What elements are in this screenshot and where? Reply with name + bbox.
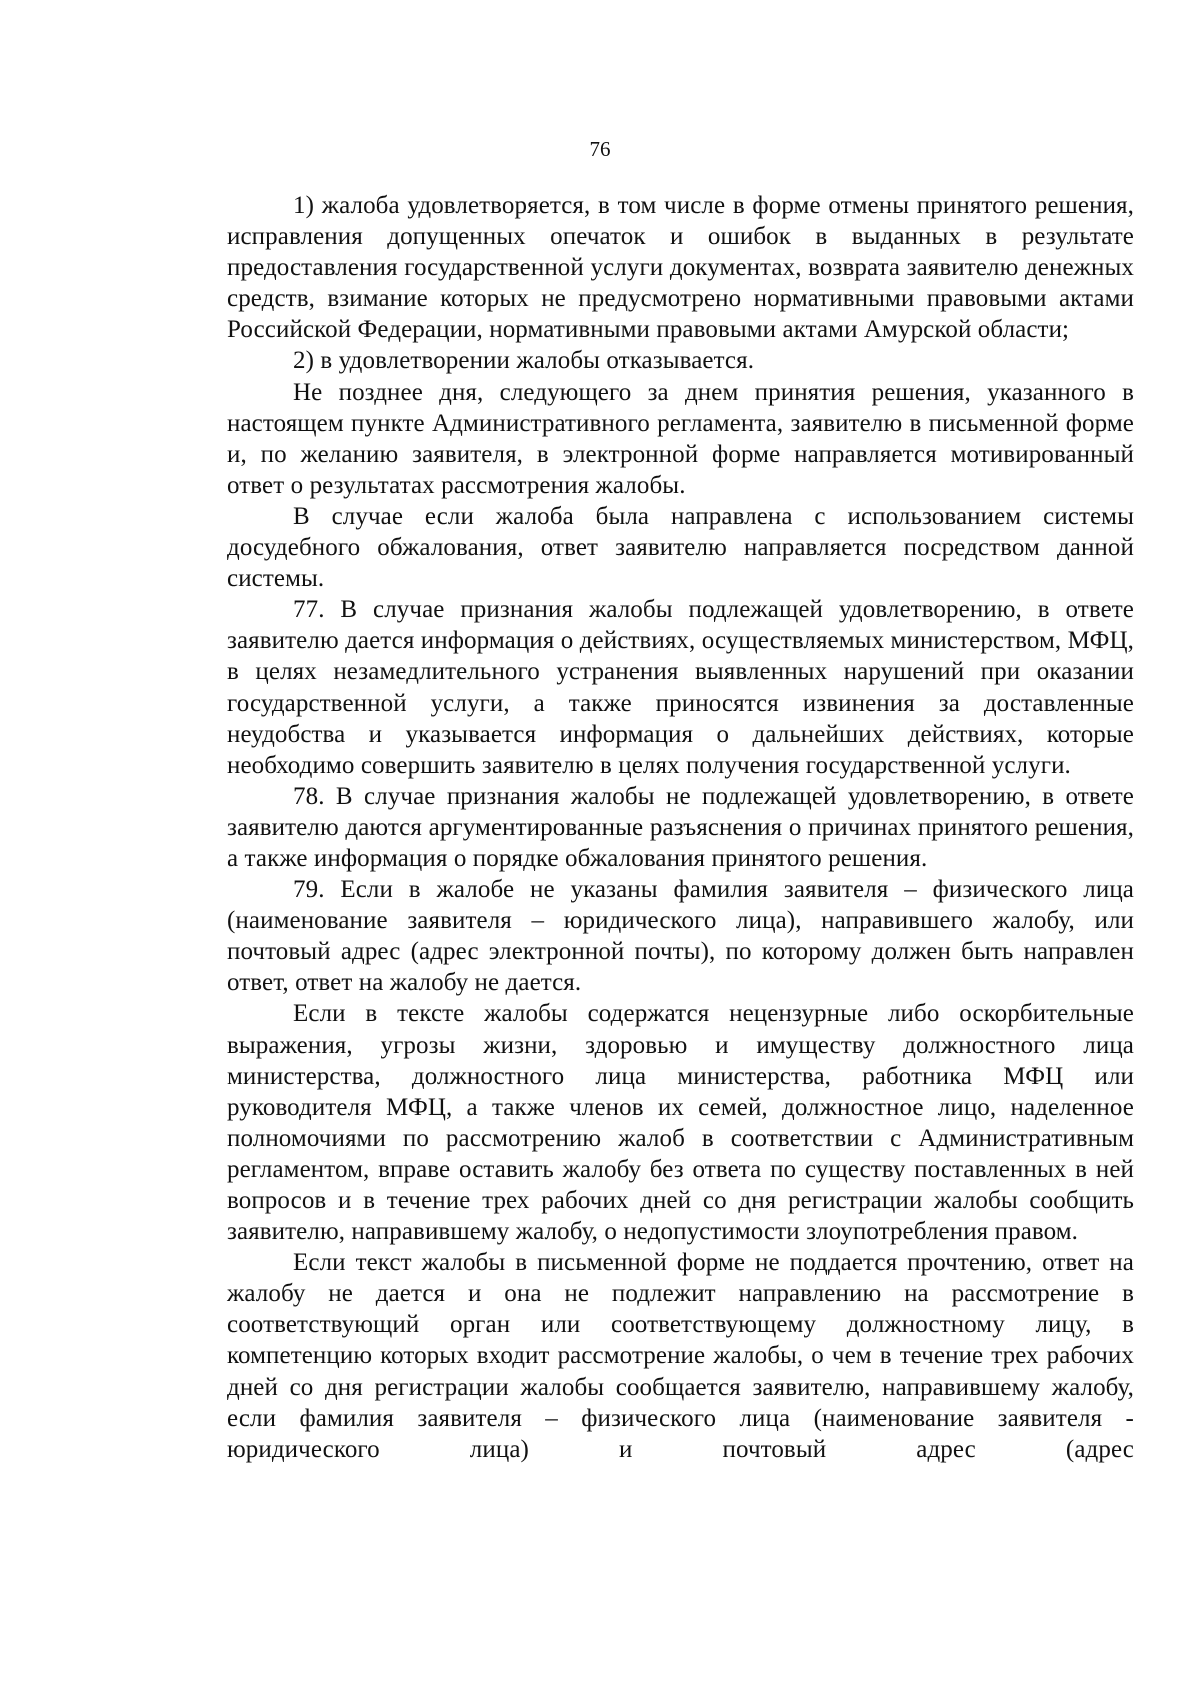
paragraph-79: 79. Если в жалобе не указаны фамилия заявителя – физического лица (наименование заявителя – юридического лица), направившего жалобу, или почтовый адрес (адрес электронной почты), по которому должен быть направлен ответ, ответ на жалобу не дается. bbox=[227, 876, 1134, 997]
paragraph-78: 78. В случае признания жалобы не подлежащей удовлетворению, в ответе заявителю даются аргументированные разъяснения о причинах принятого решения, а также информация о порядке обжалования принятого решения. bbox=[227, 782, 1134, 872]
paragraph-1-remedy-granted: 1) жалоба удовлетворяется, в том числе в форме отмены принятого решения, исправления допущенных опечаток и ошибок в выданных в результате предоставления государственной услуги документах, возврата заявителю денежных средств, взимание которых не предусмотрено нормативными правовыми актами Российской Федерации, нормативными правовыми актами Амурской области; bbox=[227, 192, 1134, 344]
paragraph-unreadable-text: Если текст жалобы в письменной форме не поддается прочтению, ответ на жалобу не дается и она не подлежит направлению на рассмотрение в соответствующий орган или соответствующему должностному лицу, в компетенцию которых входит рассмотрение жалобы, о чем в течение трех рабочих дней со дня регистрации жалобы сообщается заявителю, направившему жалобу, если фамилия заявителя – физического лица (наименование заявителя - юридического лица) и почтовый адрес (адрес bbox=[227, 1249, 1134, 1463]
paragraph-77: 77. В случае признания жалобы подлежащей удовлетворению, в ответе заявителю дается информация о действиях, осуществляемых министерством, МФЦ, в целях незамедлительного устранения выявленных нарушений при оказании государственной услуги, а также приносятся извинения за доставленные неудобства и указывается информация о дальнейших действиях, которые необходимо совершить заявителю в целях получения государственной услуги. bbox=[227, 596, 1134, 779]
paragraph-2-remedy-refused: 2) в удовлетворении жалобы отказывается. bbox=[293, 347, 755, 375]
paragraph-offensive-content: Если в тексте жалобы содержатся нецензурные либо оскорбительные выражения, угрозы жизни, здоровью и имуществу должностного лица министерства, должностного лица министерства, работника МФЦ или руководителя МФЦ, а также членов их семей, должностное лицо, наделенное полномочиями по рассмотрению жалоб в соответствии с Административным регламентом, вправе оставить жалобу без ответа по существу поставленных в ней вопросов и в течение трех рабочих дней со дня регистрации жалобы сообщить заявителю, направившему жалобу, о недопустимости злоупотребления правом. bbox=[227, 1000, 1134, 1246]
document-body bbox=[227, 190, 1134, 1465]
paragraph-pretrial-system: В случае если жалоба была направлена с использованием системы досудебного обжалования, ответ заявителю направляется посредством данной системы. bbox=[227, 502, 1134, 593]
page-number: 76 bbox=[589, 137, 611, 161]
paragraph-response-deadline: Не позднее дня, следующего за днем принятия решения, указанного в настоящем пункте Административного регламента, заявителю в письменной форме и, по желанию заявителя, в электронной форме направляется мотивированный ответ о результатах рассмотрения жалобы. bbox=[227, 378, 1134, 499]
